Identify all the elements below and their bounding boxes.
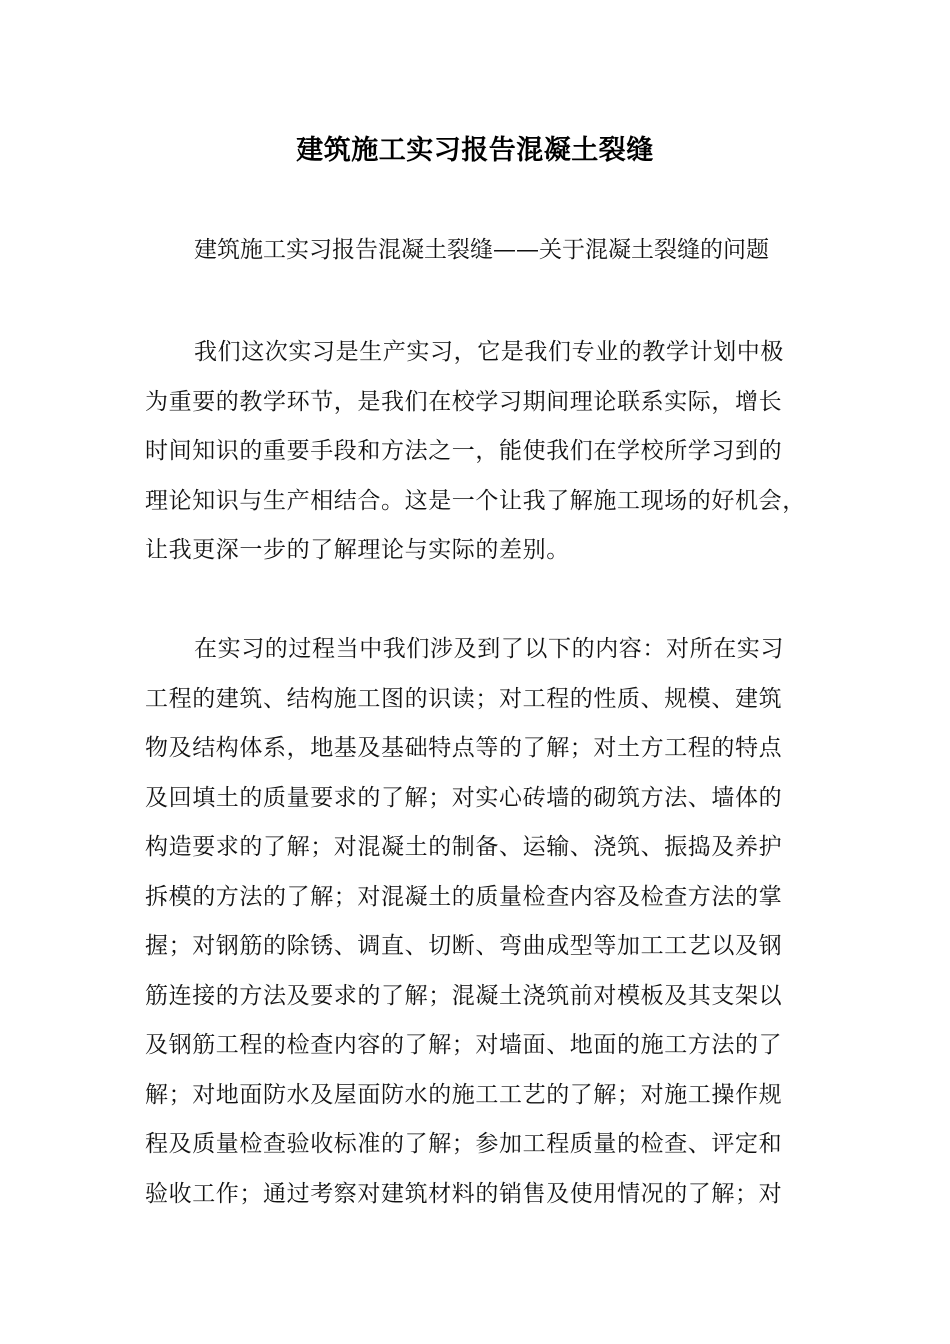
document-subtitle: 建筑施工实习报告混凝土裂缝——关于混凝土裂缝的问题 (194, 237, 769, 263)
paragraph-line: 程及质量检查验收标准的了解；参加工程质量的检查、评定和 (145, 1131, 783, 1157)
paragraph-line: 为重要的教学环节，是我们在校学习期间理论联系实际，增长 (145, 388, 783, 415)
paragraph-line: 让我更深一步的了解理论与实际的差别。 (145, 537, 570, 563)
paragraph-line: 及回填土的质量要求的了解；对实心砖墙的砌筑方法、墙体的 (145, 784, 783, 811)
paragraph-line: 物及结构体系，地基及基础特点等的了解；对土方工程的特点 (145, 735, 783, 761)
paragraph-line: 筋连接的方法及要求的了解；混凝土浇筑前对模板及其支架以 (145, 982, 783, 1009)
paragraph-line: 理论知识与生产相结合。这是一个让我了解施工现场的好机会， (145, 487, 806, 514)
paragraph-line: 验收工作；通过考察对建筑材料的销售及使用情况的了解；对 (145, 1180, 783, 1207)
paragraph-line: 拆模的方法的了解；对混凝土的质量检查内容及检查方法的掌 (145, 883, 783, 910)
paragraph-intro (145, 334, 825, 582)
paragraph-line: 我们这次实习是生产实习，它是我们专业的教学计划中极 (194, 339, 784, 365)
paragraph-line: 构造要求的了解；对混凝土的制备、运输、浇筑、振捣及养护 (145, 834, 783, 860)
paragraph-line: 在实习的过程当中我们涉及到了以下的内容：对所在实习 (194, 636, 784, 662)
paragraph-line: 工程的建筑、结构施工图的识读；对工程的性质、规模、建筑 (145, 685, 783, 712)
document-title: 建筑施工实习报告混凝土裂缝 (296, 135, 654, 166)
paragraph-content (145, 631, 825, 1225)
paragraph-line: 及钢筋工程的检查内容的了解；对墙面、地面的施工方法的了 (145, 1032, 783, 1058)
paragraph-line: 握；对钢筋的除锈、调直、切断、弯曲成型等加工工艺以及钢 (145, 933, 783, 959)
paragraph-line: 时间知识的重要手段和方法之一，能使我们在学校所学习到的 (145, 438, 783, 464)
paragraph-line: 解；对地面防水及屋面防水的施工工艺的了解；对施工操作规 (145, 1081, 783, 1108)
